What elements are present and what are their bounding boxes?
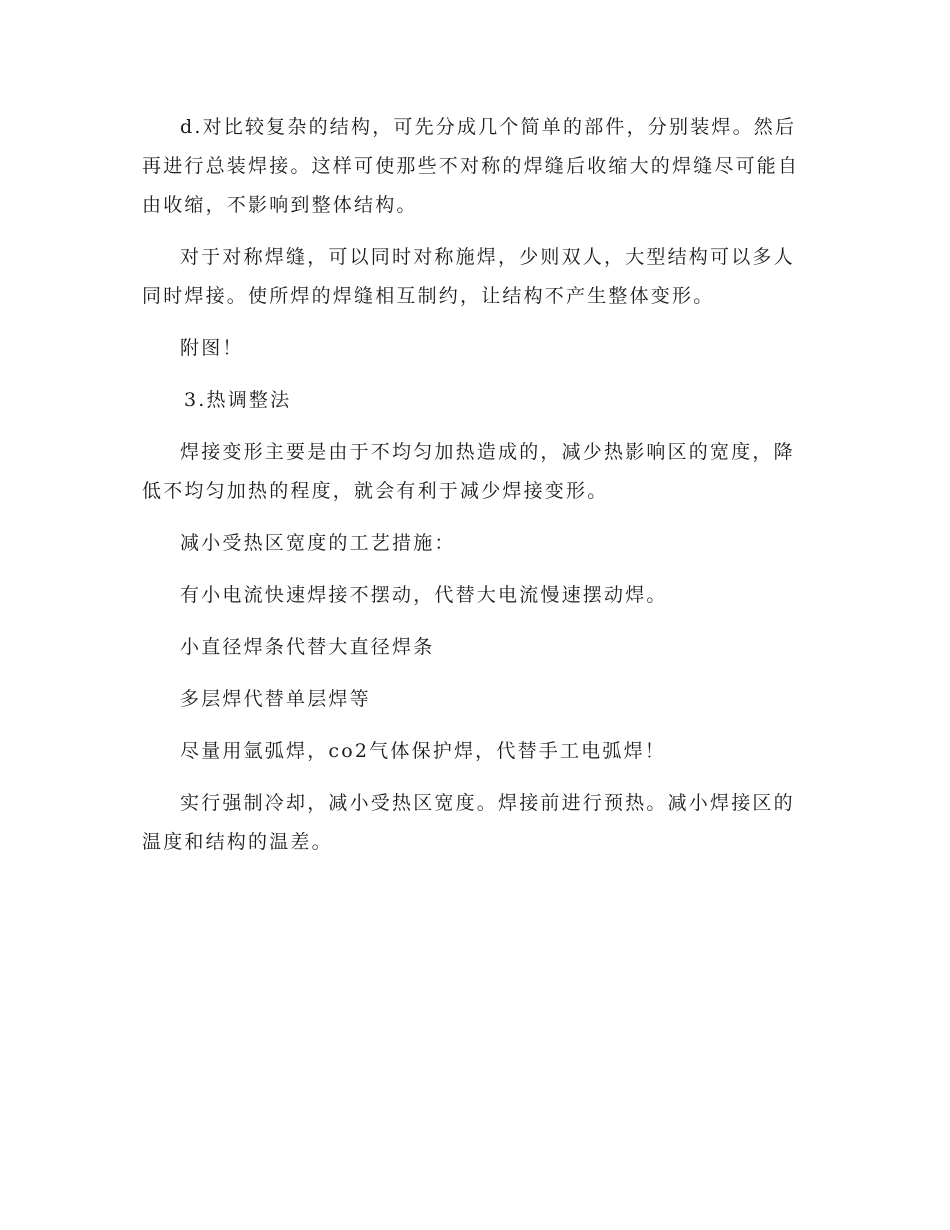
paragraph-heat-cause: 焊接变形主要是由于不均匀加热造成的，减少热影响区的宽度，降低不均匀加热的程度，就会有利于减少焊接变形。	[142, 441, 795, 502]
paragraph-figure-note: 附图！	[180, 337, 244, 359]
list-item-multilayer: 多层焊代替单层焊等	[180, 688, 371, 710]
list-item-small-electrode: 小直径焊条代替大直径焊条	[180, 636, 435, 658]
list-item-low-current: 有小电流快速焊接不摆动，代替大电流慢速摆动焊。	[180, 584, 668, 606]
list-item-argon-arc: 尽量用氩弧焊，co2气体保护焊，代替手工电弧焊！	[180, 740, 666, 762]
paragraph-measures-intro: 减小受热区宽度的工艺措施：	[180, 532, 456, 554]
section-heading-heat-adjustment: 3.热调整法	[184, 389, 292, 411]
paragraph-substructure-welding: d.对比较复杂的结构，可先分成几个简单的部件，分别装焊。然后再进行总装焊接。这样可使那些不对称的焊缝后收缩大的焊缝尽可能自由收缩，不影响到整体结构。	[142, 116, 800, 216]
paragraph-forced-cooling: 实行强制冷却，减小受热区宽度。焊接前进行预热。减小焊接区的温度和结构的温差。	[142, 792, 795, 853]
document-page	[142, 108, 808, 875]
paragraph-symmetric-welding: 对于对称焊缝，可以同时对称施焊，少则双人，大型结构可以多人同时焊接。使所焊的焊缝相互制约，让结构不产生整体变形。	[142, 246, 795, 307]
